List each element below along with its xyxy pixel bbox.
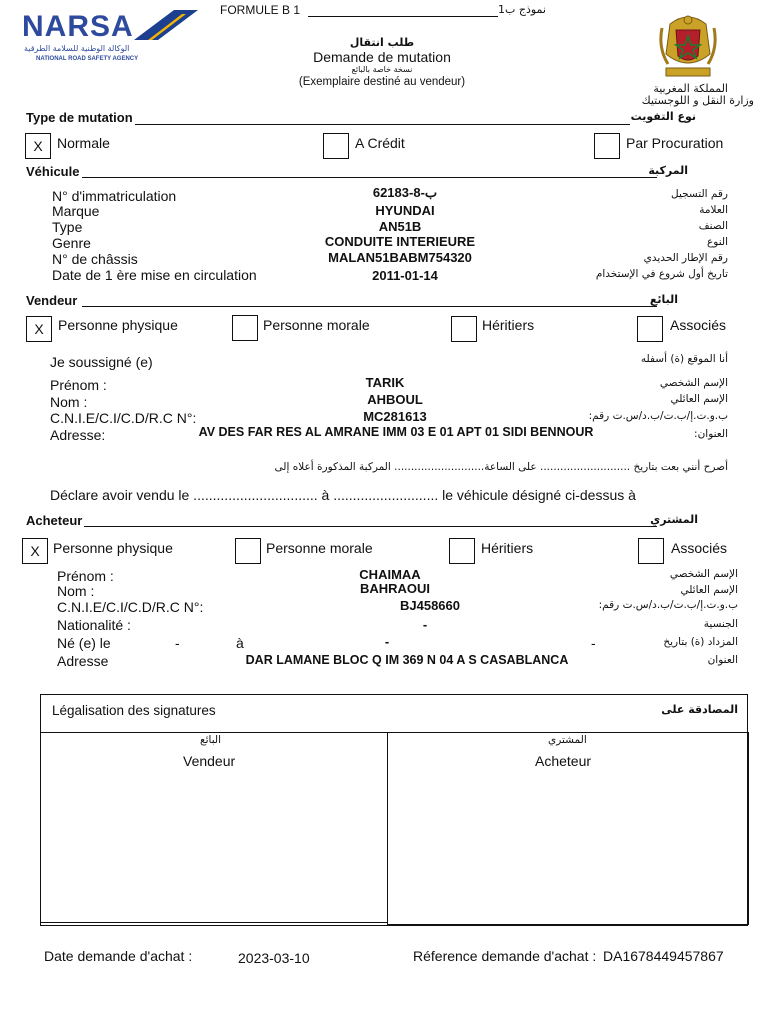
chassis-arabic: رقم الإطار الحديدي: [643, 252, 728, 264]
chassis-label: N° de châssis: [52, 251, 138, 267]
marque-arabic: العلامة: [699, 204, 728, 216]
vendeur-adresse-arabic: العنوان:: [694, 428, 728, 440]
acheteur-section-line: [84, 526, 657, 527]
reference-demande-value: DA1678449457867: [603, 948, 724, 964]
reference-demande-label: Réference demande d'achat :: [413, 948, 597, 964]
acheteur-naissance-label: Né (e) le: [57, 635, 111, 651]
kingdom-arabic: المملكة المغربية: [653, 82, 728, 95]
formule-line: [308, 16, 498, 17]
subtitle-french: (Exemplaire destiné au vendeur): [298, 76, 466, 88]
date-demande-value: 2023-03-10: [238, 950, 310, 966]
type-value: AN51B: [378, 219, 422, 234]
immatriculation-label: N° d'immatriculation: [52, 188, 177, 204]
acheteur-associes-checkbox[interactable]: [638, 538, 664, 564]
vendeur-section-line: [82, 306, 657, 307]
acheteur-nationalite-arabic: الجنسية: [703, 618, 738, 630]
mutation-normale-label: Normale: [57, 135, 110, 151]
vendeur-section-label: Vendeur: [26, 293, 78, 308]
acheteur-nom-arabic: الإسم العائلي: [680, 584, 738, 596]
acheteur-naissance-dash-2: -: [384, 634, 390, 649]
acheteur-heritiers-checkbox[interactable]: [449, 538, 475, 564]
vendeur-adresse-value: AV DES FAR RES AL AMRANE IMM 03 E 01 APT 01 SIDI BENNOUR: [198, 425, 594, 439]
acheteur-heritiers-label: Héritiers: [481, 540, 534, 556]
vendeur-nom-label: Nom :: [50, 394, 88, 410]
vendeur-morale-label: Personne morale: [263, 317, 370, 333]
acheteur-prenom-value: CHAIMAA: [359, 567, 421, 582]
vendeur-morale-checkbox[interactable]: [232, 315, 258, 341]
vendeur-cnie-value: MC281613: [363, 409, 427, 424]
vendeur-cnie-label: C.N.I.E/C.I/C.D/R.C N°:: [50, 410, 197, 426]
acheteur-section-arabic: المشتري: [650, 513, 698, 526]
acheteur-naissance-arabic: المزداد (ة) بتاريخ: [663, 636, 738, 648]
acheteur-physique-checkbox[interactable]: X: [22, 538, 48, 564]
acheteur-adresse-label: Adresse: [57, 653, 109, 669]
circulation-date-arabic: تاريخ أول شروع في الإستخدام: [595, 268, 728, 280]
acheteur-signature-arabic: المشتري: [548, 734, 587, 746]
title-arabic: طلب انتقال: [349, 36, 415, 49]
genre-label: Genre: [52, 235, 91, 251]
vendeur-heritiers-checkbox[interactable]: [451, 316, 477, 342]
acheteur-naissance-a: à: [236, 635, 244, 651]
acheteur-section-label: Acheteur: [26, 513, 83, 528]
legalisation-label: Légalisation des signatures: [52, 703, 216, 718]
coat-of-arms-icon: [658, 14, 718, 80]
acheteur-cnie-arabic: ب.و.ت.إ/ب.ت/ب.د/س.ت رقم:: [598, 599, 738, 611]
acheteur-adresse-value: DAR LAMANE BLOC Q IM 369 N 04 A S CASABLANCA: [245, 653, 569, 667]
type-label: Type: [52, 219, 83, 235]
acheteur-morale-checkbox[interactable]: [235, 538, 261, 564]
vendeur-nom-value: AHBOUL: [367, 392, 423, 407]
immatriculation-arabic: رقم التسجيل: [671, 188, 728, 200]
acheteur-prenom-label: Prénom :: [57, 568, 114, 584]
acheteur-naissance-dash-3: -: [591, 635, 596, 651]
genre-value: CONDUITE INTERIEURE: [324, 234, 476, 249]
mutation-section-arabic: نوع التفويت: [630, 110, 696, 123]
marque-value: HYUNDAI: [375, 203, 435, 218]
marque-label: Marque: [52, 203, 100, 219]
formule-label: FORMULE B 1: [220, 3, 301, 17]
vendeur-adresse-label: Adresse:: [50, 427, 106, 443]
narsa-logo: [22, 10, 197, 66]
acheteur-nationalite-value: -: [422, 617, 428, 632]
acheteur-cnie-value: BJ458660: [400, 598, 460, 613]
subtitle-arabic: نسخة خاصة بالبائع: [351, 65, 413, 74]
acheteur-nom-label: Nom :: [57, 583, 95, 599]
narsa-arabic: الوكالة الوطنية للسلامة الطرقية: [24, 44, 130, 53]
acheteur-nom-value: BAHRAOUI: [359, 581, 431, 596]
title-french: Demande de mutation: [313, 49, 451, 65]
mutation-section-line: [135, 124, 630, 125]
acheteur-adresse-arabic: العنوان: [707, 654, 738, 666]
type-arabic: الصنف: [698, 220, 728, 232]
vendeur-associes-checkbox[interactable]: [637, 316, 663, 342]
vehicule-section-line: [82, 177, 657, 178]
acheteur-associes-label: Associés: [671, 540, 728, 556]
mutation-procuration-checkbox[interactable]: [594, 133, 620, 159]
vendeur-physique-checkbox[interactable]: X: [26, 316, 52, 342]
narsa-logo-text: NARSA: [22, 10, 134, 43]
acheteur-morale-label: Personne morale: [266, 540, 373, 556]
mutation-credit-checkbox[interactable]: [323, 133, 349, 159]
acheteur-nationalite-label: Nationalité :: [57, 617, 131, 633]
circulation-date-value: 2011-01-14: [372, 268, 438, 283]
road-swoosh-icon: [134, 10, 198, 40]
acheteur-signature-label: Acheteur: [535, 753, 592, 769]
declaration-arabic: أصرح أنني بعت بتاريخ ........................... على الساعة........................... المركبة المذكورة أعلاه إلى: [274, 461, 728, 473]
vendeur-nom-arabic: الإسم العائلي: [670, 393, 728, 405]
acheteur-physique-label: Personne physique: [53, 540, 173, 556]
immatriculation-value: 62183-ب-8: [372, 185, 438, 200]
date-demande-label: Date demande d'achat :: [44, 948, 193, 964]
chassis-value: MALAN51BABM754320: [328, 250, 472, 265]
vehicule-section-label: Véhicule: [26, 164, 80, 179]
vendeur-physique-label: Personne physique: [58, 317, 178, 333]
vendeur-section-arabic: البائع: [649, 293, 678, 306]
vendeur-associes-label: Associés: [670, 317, 727, 333]
formule-arabic: نموذج ب1: [498, 3, 546, 16]
vendeur-prenom-value: TARIK: [365, 375, 405, 390]
acheteur-cnie-label: C.N.I.E/C.I/C.D/R.C N°:: [57, 599, 204, 615]
vendeur-prenom-arabic: الإسم الشخصي: [659, 377, 728, 389]
mutation-credit-label: A Crédit: [355, 135, 405, 151]
vendeur-heritiers-label: Héritiers: [482, 317, 535, 333]
vehicule-section-arabic: المركبة: [648, 164, 688, 177]
vendeur-signature-label: Vendeur: [183, 753, 236, 769]
genre-arabic: النوع: [707, 236, 728, 248]
circulation-date-label: Date de 1 ère mise en circulation: [52, 267, 257, 283]
vendeur-cnie-arabic: ب.و.ت.إ/ب.ت/ب.د/س.ت رقم:: [588, 410, 728, 422]
vendeur-signature-arabic: البائع: [200, 734, 221, 746]
declaration-french: Déclare avoir vendu le ................................ à ........................... le véhicule désigné ci-dessus à: [50, 487, 636, 503]
soussigne-label: Je soussigné (e): [50, 354, 153, 370]
mutation-normale-checkbox[interactable]: X: [25, 133, 51, 159]
soussigne-arabic: أنا الموقع (ة) أسفله: [640, 353, 728, 365]
form-title: [282, 36, 482, 89]
legalisation-arabic: المصادقة على: [661, 703, 738, 716]
ministry-arabic: وزارة النقل و اللوجستيك: [641, 94, 754, 107]
mutation-section-label: Type de mutation: [26, 110, 133, 125]
vendeur-prenom-label: Prénom :: [50, 377, 107, 393]
narsa-tagline: NATIONAL ROAD SAFETY AGENCY: [36, 56, 139, 62]
acheteur-prenom-arabic: الإسم الشخصي: [669, 568, 738, 580]
mutation-procuration-label: Par Procuration: [626, 135, 724, 151]
acheteur-naissance-dash-1: -: [175, 635, 180, 651]
